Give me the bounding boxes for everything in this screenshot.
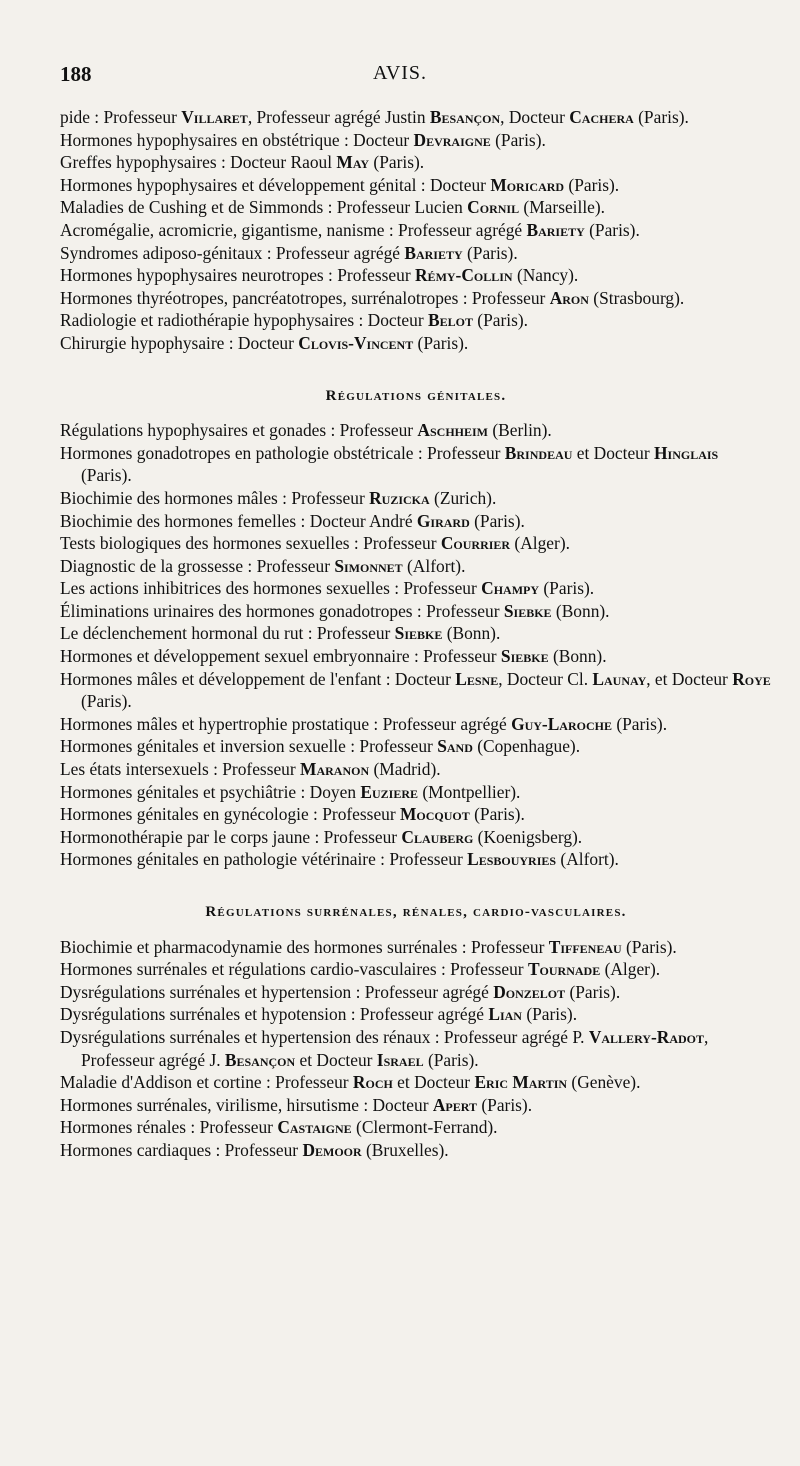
entry-text: (Paris).	[81, 465, 132, 486]
entry-text: Hormones rénales : Professeur	[60, 1117, 278, 1138]
entry-line	[60, 622, 772, 645]
entry-text: et Docteur	[572, 442, 655, 463]
entry-line	[60, 735, 772, 758]
entry-line	[60, 958, 772, 981]
entry-line	[60, 577, 772, 600]
entry-text: (Bruxelles).	[361, 1139, 449, 1160]
entry-text: (Paris).	[81, 691, 132, 712]
entry-text: , Docteur Cl.	[498, 668, 593, 689]
person-name: Maranon	[300, 759, 370, 780]
person-name: Siebke	[394, 623, 443, 644]
person-name: Israel	[376, 1049, 424, 1070]
entry-line	[60, 287, 772, 310]
entry-line	[60, 174, 772, 197]
entry-text: Hormones surrénales et régulations cardio-vasculaires : Professeur	[60, 959, 528, 980]
person-name: Vallery-Radot	[588, 1026, 704, 1047]
entry-text: Hormones génitales en gynécologie : Professeur	[60, 804, 400, 825]
entry-line	[60, 758, 772, 781]
person-name: Bariety	[404, 242, 463, 263]
person-name: Roye	[732, 668, 771, 689]
entry-text: (Paris).	[369, 152, 425, 173]
person-name: Lian	[488, 1004, 522, 1025]
entry-text: (Nancy).	[512, 265, 579, 286]
entry-line	[60, 1026, 772, 1071]
entry-text: Hormones et développement sexuel embryonnaire : Professeur	[60, 646, 501, 667]
entry-text: (Koenigsberg).	[473, 826, 583, 847]
entry-text: Biochimie des hormones mâles : Professeur	[60, 487, 370, 508]
entry-line	[60, 419, 772, 442]
entry-text: (Montpellier).	[418, 781, 521, 802]
entry-line	[60, 803, 772, 826]
entry-text: (Zurich).	[429, 487, 497, 508]
entry-line	[60, 1071, 772, 1094]
entry-text: (Paris).	[521, 1004, 578, 1025]
person-name: Roch	[352, 1072, 393, 1093]
entry-line	[60, 981, 772, 1004]
person-name: Rémy-Collin	[415, 265, 513, 286]
section-heading: Régulations génitales.	[325, 387, 507, 404]
person-name: Brindeau	[504, 442, 573, 463]
person-name: Girard	[416, 510, 470, 531]
person-name: Eric Martin	[474, 1072, 568, 1093]
entry-line	[60, 242, 772, 265]
entry-text: Hormones génitales et psychiâtrie : Doyen	[60, 781, 361, 802]
entry-line	[60, 129, 772, 152]
entry-text: (Paris).	[611, 713, 668, 734]
entry-text: (Paris).	[490, 129, 546, 150]
entry-text: Hormones gonadotropes en pathologie obstétricale : Professeur	[60, 442, 505, 463]
running-title: AVIS.	[372, 62, 428, 84]
entry-text: (Marseille).	[519, 197, 606, 218]
entry-text: (Paris).	[423, 1049, 479, 1070]
entry-text: (Paris).	[584, 219, 640, 240]
entry-text: (Bonn).	[548, 646, 607, 667]
entry-text: (Paris).	[477, 1094, 533, 1115]
entry-text: Maladies de Cushing et de Simmonds : Professeur Lucien	[60, 197, 468, 218]
entry-text: (Copenhague).	[472, 736, 581, 757]
entry-text: (Paris).	[633, 107, 689, 127]
entry-text: Hormones hypophysaires neurotropes : Professeur	[60, 265, 415, 286]
entry-text: pide : Professeur	[60, 107, 182, 127]
entry-text: Tests biologiques des hormones sexuelles : Professeur	[60, 533, 441, 554]
person-name: Cornil	[467, 197, 520, 218]
person-name: Donzelot	[493, 981, 566, 1002]
person-name: Sand	[437, 736, 473, 757]
entry-text: (Paris).	[469, 510, 525, 531]
person-name: Siebke	[500, 646, 549, 667]
entry-text: Hormones thyréotropes, pancréatotropes, surrénalotropes : Professeur	[60, 287, 550, 308]
entry-text: (Paris).	[539, 578, 595, 599]
person-name: Siebke	[503, 600, 552, 621]
entry-text: (Madrid).	[369, 759, 441, 780]
entry-text: Diagnostic de la grossesse : Professeur	[60, 555, 335, 576]
entry-text: Hormones génitales et inversion sexuelle : Professeur	[60, 736, 438, 757]
entry-line	[60, 936, 772, 959]
entry-text: Hormones cardiaques : Professeur	[60, 1139, 303, 1160]
person-name: Castaigne	[277, 1117, 352, 1138]
entry-line	[60, 264, 772, 287]
entry-line	[60, 555, 772, 578]
entry-line	[60, 219, 772, 242]
person-name: Courrier	[440, 533, 511, 554]
person-name: Bariety	[526, 219, 585, 240]
person-name: Moricard	[490, 174, 565, 195]
person-name: Launay	[592, 668, 647, 689]
entry-line	[60, 196, 772, 219]
entry-text: Hormones mâles et développement de l'enfant : Docteur	[60, 668, 456, 689]
entry-text: Radiologie et radiothérapie hypophysaires : Docteur	[60, 310, 428, 331]
entry-line	[60, 532, 772, 555]
entry-line	[60, 510, 772, 533]
entry-text: et Docteur	[392, 1072, 475, 1093]
person-name: Mocquot	[400, 804, 470, 825]
entry-text: (Paris).	[565, 981, 621, 1002]
entry-text: (Berlin).	[488, 420, 552, 441]
entry-text: (Paris).	[469, 804, 525, 825]
entry-text: , Professeur agrégé Justin	[247, 107, 430, 127]
person-name: Apert	[432, 1094, 478, 1115]
person-name: Tournade	[527, 959, 601, 980]
entry-text: , et Docteur	[646, 668, 733, 689]
entry-text: (Strasbourg).	[588, 287, 685, 308]
entry-text: Greffes hypophysaires : Docteur Raoul	[60, 152, 337, 173]
entry-line	[60, 781, 772, 804]
entry-text: Les actions inhibitrices des hormones sexuelles : Professeur	[60, 578, 482, 599]
entry-text: Maladie d'Addison et cortine : Professeur	[60, 1072, 353, 1093]
entry-text: (Paris).	[462, 242, 518, 263]
entry-text: Chirurgie hypophysaire : Docteur	[60, 332, 299, 353]
person-name: Lesbouyries	[467, 849, 557, 870]
entry-text: (Paris).	[564, 174, 620, 195]
entry-text: (Bonn).	[551, 600, 610, 621]
entry-line	[60, 713, 772, 736]
person-name: Cachera	[569, 107, 634, 127]
entry-text: Dysrégulations surrénales et hypertension des rénaux : Professeur agrégé P.	[60, 1026, 589, 1047]
entry-text: Éliminations urinaires des hormones gonadotropes : Professeur	[60, 600, 504, 621]
entry-text: (Paris).	[472, 310, 529, 331]
person-name: May	[336, 152, 370, 173]
entry-text: (Alfort).	[556, 849, 619, 870]
entry-line	[60, 106, 772, 129]
entry-text: (Bonn).	[442, 623, 501, 644]
entry-line	[60, 151, 772, 174]
entry-line	[60, 1003, 772, 1026]
person-name: Hinglais	[654, 442, 719, 463]
page-number: 188	[60, 62, 92, 86]
person-name: Clauberg	[401, 826, 474, 847]
person-name: Belot	[428, 310, 473, 331]
person-name: Simonnet	[334, 555, 403, 576]
person-name: Tiffeneau	[548, 936, 622, 957]
entry-line	[60, 848, 772, 871]
entry-text: Hormonothérapie par le corps jaune : Professeur	[60, 826, 402, 847]
entry-text: et Docteur	[295, 1049, 377, 1070]
person-name: Besançon	[224, 1049, 296, 1070]
person-name: Demoor	[302, 1139, 362, 1160]
entry-line	[60, 1116, 772, 1139]
person-name: Champy	[481, 578, 540, 599]
entry-text: Hormones hypophysaires en obstétrique : Docteur	[60, 129, 414, 150]
entry-text: Dysrégulations surrénales et hypotension : Professeur agrégé	[60, 1004, 489, 1025]
entry-line	[60, 487, 772, 510]
person-name: Aron	[549, 287, 589, 308]
entry-text: (Clermont-Ferrand).	[351, 1117, 498, 1138]
entry-text: Syndromes adiposo-génitaux : Professeur agrégé	[60, 242, 405, 263]
entry-text: Hormones génitales en pathologie vétérinaire : Professeur	[60, 849, 468, 870]
person-name: Euziere	[360, 781, 419, 802]
person-name: Villaret	[181, 107, 248, 127]
entry-text: (Alfort).	[402, 555, 466, 576]
entry-text: Hormones mâles et hypertrophie prostatique : Professeur agrégé	[60, 713, 512, 734]
entry-line	[60, 332, 772, 355]
entry-line	[60, 309, 772, 332]
entry-text: , Docteur	[500, 107, 570, 127]
entry-text: Dysrégulations surrénales et hypertension : Professeur agrégé	[60, 981, 494, 1002]
page-header	[60, 62, 740, 92]
section-heading: Régulations surrénales, rénales, cardio-vasculaires.	[205, 904, 627, 920]
entry-text: (Paris).	[413, 332, 469, 353]
entry-text: Le déclenchement hormonal du rut : Professeur	[60, 623, 395, 644]
person-name: Besançon	[429, 107, 501, 127]
entry-text: (Alger).	[510, 533, 570, 554]
person-name: Aschheim	[417, 420, 488, 441]
entry-line	[60, 442, 772, 487]
entry-text: , Professeur agrégé J.	[81, 1026, 709, 1070]
entry-text: Biochimie et pharmacodynamie des hormones surrénales : Professeur	[60, 936, 549, 957]
person-name: Guy-Laroche	[511, 713, 612, 734]
person-name: Ruzicka	[369, 487, 430, 508]
entry-text: Régulations hypophysaires et gonades : Professeur	[60, 420, 418, 441]
entry-text: Hormones hypophysaires et développement génital : Docteur	[60, 174, 491, 195]
entry-line	[60, 645, 772, 668]
body-text	[60, 106, 772, 1162]
entry-text: Biochimie des hormones femelles : Docteur André	[60, 510, 417, 531]
entry-line	[60, 1094, 772, 1117]
person-name: Devraigne	[413, 129, 491, 150]
entry-text: (Genève).	[567, 1072, 641, 1093]
entry-text: Les états intersexuels : Professeur	[60, 759, 301, 780]
person-name: Clovis-Vincent	[298, 332, 414, 353]
entry-line	[60, 668, 772, 713]
entry-text: (Alger).	[600, 959, 661, 980]
entry-text: Hormones surrénales, virilisme, hirsutisme : Docteur	[60, 1094, 433, 1115]
person-name: Lesne	[455, 668, 499, 689]
entry-line	[60, 600, 772, 623]
entry-line	[60, 826, 772, 849]
entry-line	[60, 1139, 772, 1162]
entry-text: Acromégalie, acromicrie, gigantisme, nanisme : Professeur agrégé	[60, 219, 527, 240]
entry-text: (Paris).	[621, 936, 677, 957]
